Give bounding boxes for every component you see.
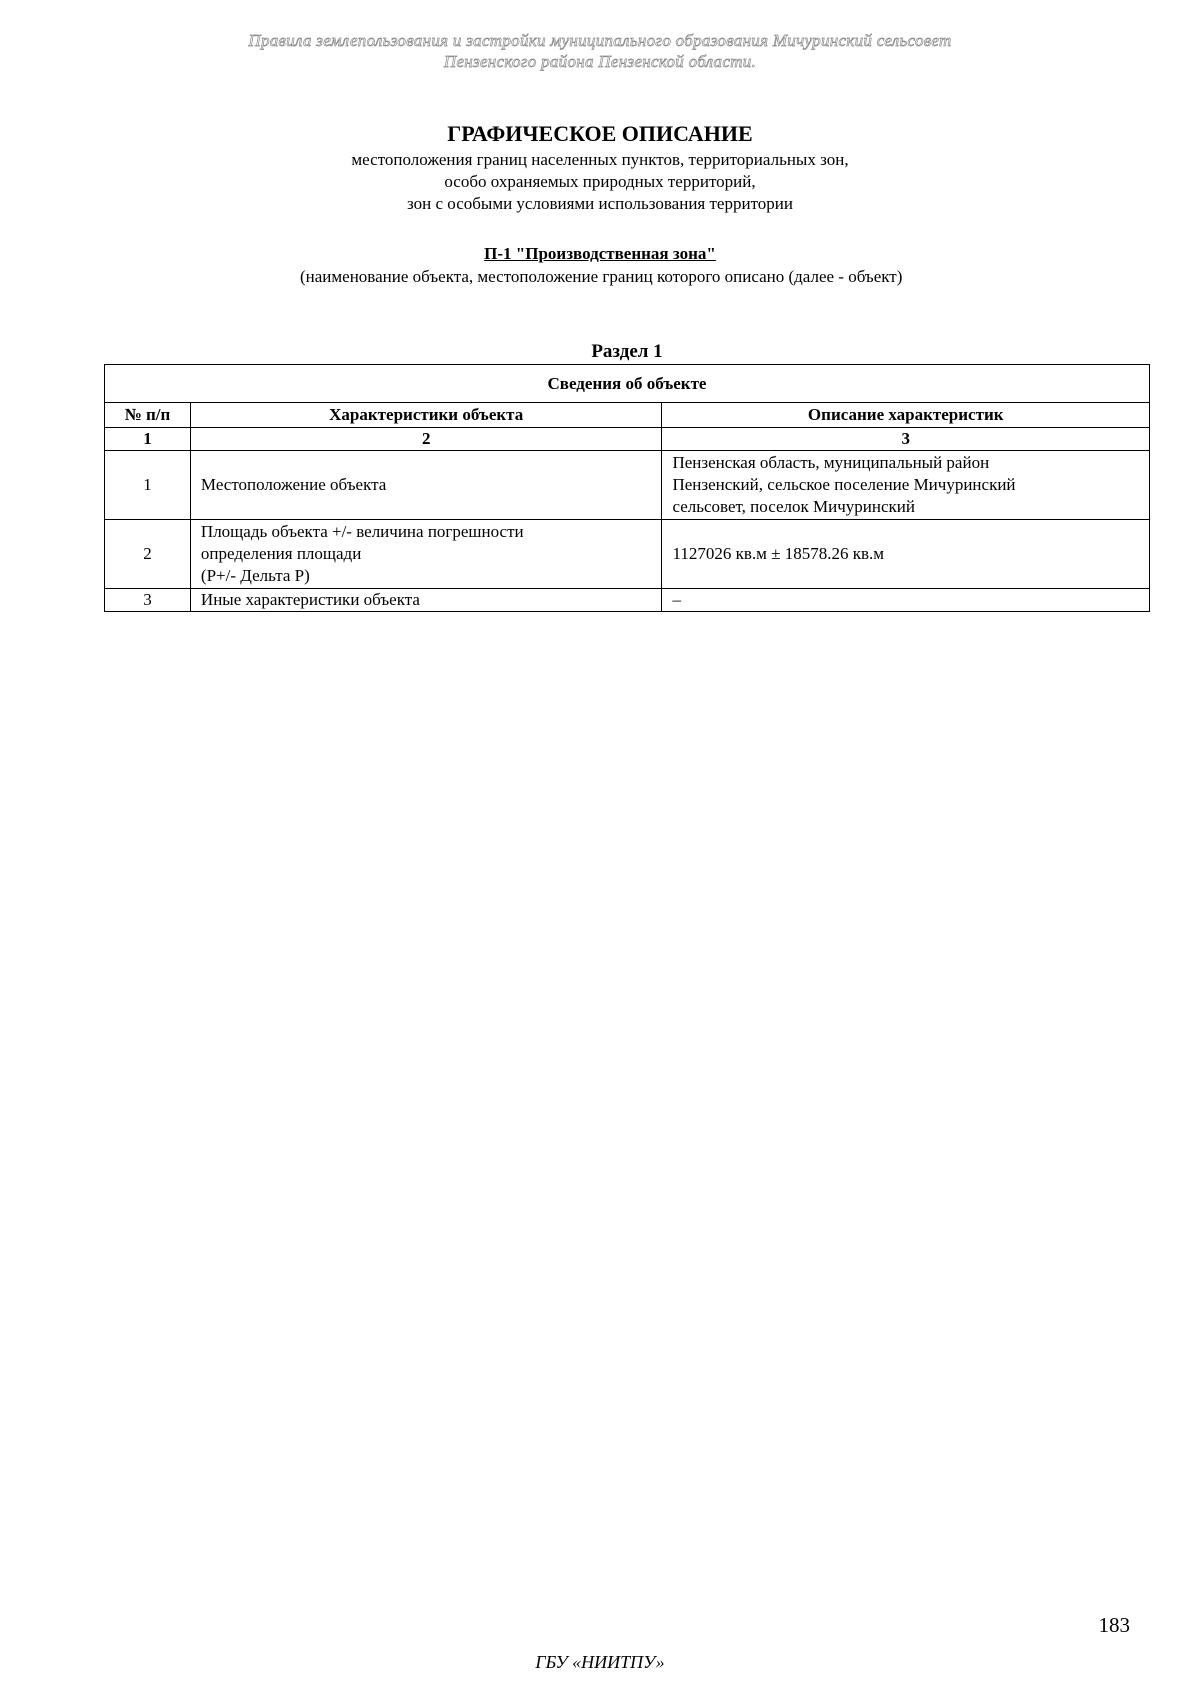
header-characteristic: Характеристики объекта [190, 403, 662, 428]
description-line: 1127026 кв.м ± 18578.26 кв.м [672, 544, 885, 563]
document-subtitle [0, 149, 1200, 215]
row-number: 3 [105, 589, 191, 612]
section-title: Раздел 1 [591, 341, 663, 362]
description-line: Пензенская область, муниципальный район [672, 453, 990, 472]
description-cell [662, 589, 1150, 612]
subtitle-line-3: зон с особыми условиями использования территории [407, 194, 793, 213]
object-info-table [104, 364, 1150, 612]
description-line: сельсовет, поселок Мичуринский [672, 497, 915, 516]
table-header-row [105, 403, 1150, 428]
table-row [105, 520, 1150, 589]
row-number: 1 [105, 451, 191, 520]
characteristic-cell [190, 451, 662, 520]
description-line: – [672, 590, 681, 609]
running-header-line-2: Пензенского района Пензенской области. [443, 52, 757, 71]
column-number-2: 2 [190, 428, 662, 451]
characteristic-line: (P+/- Дельта P) [200, 566, 310, 585]
description-cell [662, 451, 1150, 520]
characteristic-line: определения площади [200, 544, 362, 563]
subtitle-line-2: особо охраняемых природных территорий, [444, 172, 756, 191]
characteristic-line: Иные характеристики объекта [200, 590, 420, 609]
footer-organization: ГБУ «НИИТПУ» [535, 1652, 665, 1672]
table-caption: Сведения об объекте [105, 365, 1150, 403]
description-line: Пензенский, сельское поселение Мичуринский [672, 475, 1016, 494]
running-header-line-1: Правила землепользования и застройки муниципального образования Мичуринский сельсовет [248, 31, 952, 50]
header-number: № п/п [105, 403, 191, 428]
column-number-3: 3 [662, 428, 1150, 451]
row-number: 2 [105, 520, 191, 589]
page-number: 183 [1098, 1613, 1130, 1637]
subtitle-line-1: местоположения границ населенных пунктов, территориальных зон, [351, 150, 849, 169]
characteristic-cell [190, 520, 662, 589]
description-cell [662, 520, 1150, 589]
table-row [105, 589, 1150, 612]
table-row [105, 451, 1150, 520]
column-number-1: 1 [105, 428, 191, 451]
characteristic-cell [190, 589, 662, 612]
header-description: Описание характеристик [662, 403, 1150, 428]
object-name: П-1 "Производственная зона" [484, 244, 716, 263]
column-number-row [105, 428, 1150, 451]
document-title: ГРАФИЧЕСКОЕ ОПИСАНИЕ [447, 121, 753, 146]
running-header [0, 30, 1200, 72]
characteristic-line: Площадь объекта +/- величина погрешности [200, 522, 524, 541]
table-caption-row [105, 365, 1150, 403]
object-caption: (наименование объекта, местоположение границ которого описано (далее - объект) [300, 267, 903, 286]
characteristic-line: Местоположение объекта [200, 475, 387, 494]
